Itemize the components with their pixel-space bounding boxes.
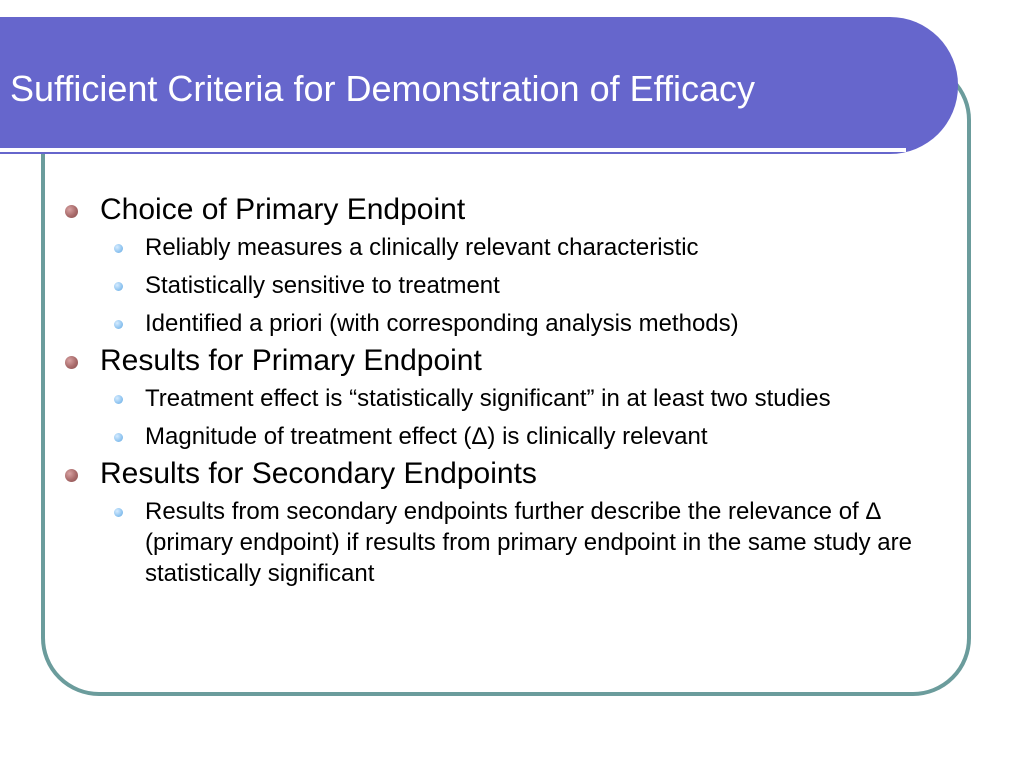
slide-title: Sufficient Criteria for Demonstration of Efficacy bbox=[10, 68, 755, 109]
bullet-text: Results for Primary Endpoint bbox=[100, 344, 482, 377]
sub-bullet-item bbox=[62, 232, 962, 263]
bullet-list bbox=[62, 188, 962, 591]
sub-bullet-text: Magnitude of treatment effect (Δ) is clinically relevant bbox=[145, 423, 708, 450]
bullet-item bbox=[62, 190, 962, 230]
bullet-dot-icon bbox=[65, 356, 78, 369]
bullet-group bbox=[62, 190, 962, 339]
sub-bullet-dot-icon bbox=[114, 508, 123, 517]
sub-bullet-dot-icon bbox=[114, 395, 123, 404]
sub-bullet-item bbox=[62, 270, 962, 301]
bullet-dot-icon bbox=[65, 469, 78, 482]
title-underline bbox=[0, 148, 906, 152]
sub-bullet-text: Statistically sensitive to treatment bbox=[145, 272, 500, 299]
bullet-group bbox=[62, 341, 962, 452]
sub-bullet-item bbox=[62, 421, 962, 452]
title-bar bbox=[0, 17, 958, 154]
sub-bullet-text: Results from secondary endpoints further describe the relevance of Δ (primary endpoint) if results from primary endpoint in the same study are statistically significant bbox=[145, 498, 912, 587]
bullet-text: Choice of Primary Endpoint bbox=[100, 193, 466, 226]
sub-bullet-dot-icon bbox=[114, 282, 123, 291]
bullet-item bbox=[62, 341, 962, 381]
sub-bullet-dot-icon bbox=[114, 433, 123, 442]
sub-bullet-text: Treatment effect is “statistically significant” in at least two studies bbox=[145, 385, 831, 412]
bullet-item bbox=[62, 454, 962, 494]
sub-bullet-dot-icon bbox=[114, 320, 123, 329]
sub-bullet-item bbox=[62, 383, 962, 414]
sub-bullet-text: Identified a priori (with corresponding analysis methods) bbox=[145, 310, 739, 337]
sub-bullet-text: Reliably measures a clinically relevant characteristic bbox=[145, 234, 699, 261]
bullet-text: Results for Secondary Endpoints bbox=[100, 457, 537, 490]
sub-bullet-item bbox=[62, 496, 962, 589]
bullet-group bbox=[62, 454, 962, 589]
bullet-dot-icon bbox=[65, 205, 78, 218]
sub-bullet-dot-icon bbox=[114, 244, 123, 253]
sub-bullet-item bbox=[62, 308, 962, 339]
